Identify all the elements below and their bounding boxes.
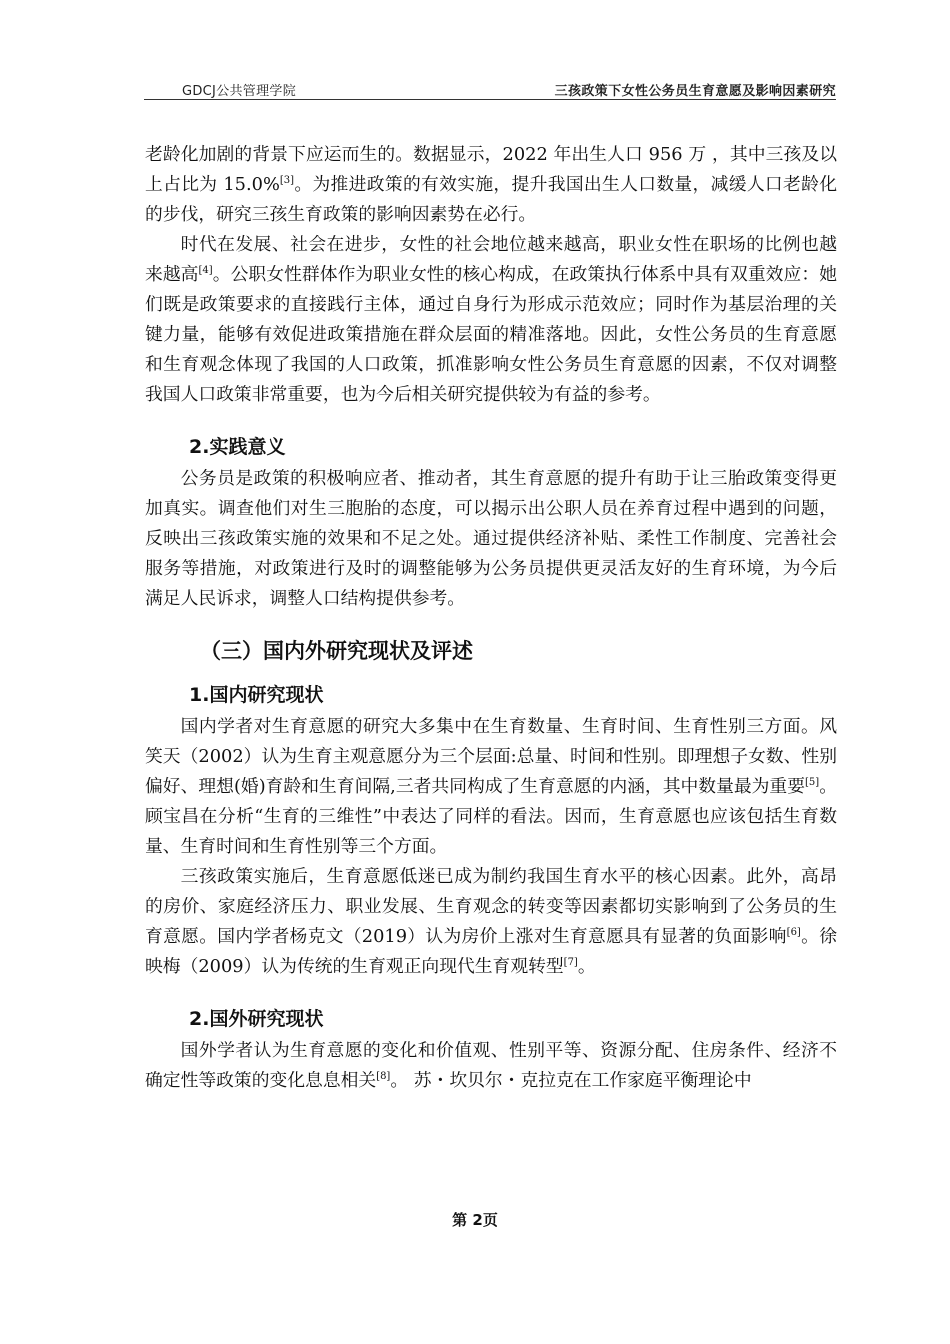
heading-research-status: （三）国内外研究现状及评述 (200, 639, 473, 663)
citation: [3] (279, 175, 295, 187)
citation: [6] (786, 927, 801, 939)
heading-practical-significance: 2.实践意义 (189, 436, 286, 458)
page-body (145, 140, 837, 1096)
citation: [4] (198, 265, 213, 277)
paragraph-practical-significance: 公务员是政策的积极响应者、推动者，其生育意愿的提升有助于让三胎政策变得更加真实。调查他们对生三胞胎的态度，可以揭示出公职人员在养育过程中遇到的问题，反映出三孩政策实施的效果和不足之处。通过提供经济补贴、柔性工作制度、完善社会服务等措施，对政策进行及时的调整能够为公务员提供更灵活友好的生育环境，为今后满足人民诉求，调整人口结构提供参考。 (145, 468, 837, 609)
citation: [8] (376, 1071, 391, 1083)
header-right-title: 三孩政策下女性公务员生育意愿及影响因素研究 (554, 84, 836, 99)
paragraph-background-continued: 老龄化加剧的背景下应运而生的。数据显示，2022 年出生人口 956 万 ，其中三孩及以上占比为 15.0%[3]。为推进政策的有效实施，提升我国出生人口数量，减缓人口老龄化的步伐，研究三孩生育政策的影响因素势在必行。 (145, 144, 837, 225)
heading-domestic-research: 1.国内研究现状 (189, 684, 324, 706)
page-number: 第 2页 (452, 1211, 498, 1229)
citation: [7] (563, 957, 578, 969)
header-left-title: GDCJ公共管理学院 (182, 84, 296, 99)
paragraph-women-status: 时代在发展、社会在进步，女性的社会地位越来越高，职业女性在职场的比例也越来越高[4]。公职女性群体作为职业女性的核心构成，在政策执行体系中具有双重效应：她们既是政策要求的直接践行主体，通过自身行为形成示范效应；同时作为基层治理的关键力量，能够有效促进政策措施在群众层面的精准落地。因此，女性公务员的生育意愿和生育观念体现了我国的人口政策，抓准影响女性公务员生育意愿的因素，不仅对调整我国人口政策非常重要，也为今后相关研究提供较为有益的参考。 (145, 234, 837, 405)
header-divider (144, 99, 836, 100)
citation: [5] (805, 777, 820, 789)
paragraph-foreign-research: 国外学者认为生育意愿的变化和价值观、性别平等、资源分配、住房条件、经济不确定性等政策的变化息息相关[8]。 苏・坎贝尔・克拉克在工作家庭平衡理论中 (145, 1040, 837, 1091)
paragraph-domestic-research-2: 三孩政策实施后，生育意愿低迷已成为制约我国生育水平的核心因素。此外，高昂的房价、家庭经济压力、职业发展、生育观念的转变等因素都切实影响到了公务员的生育意愿。国内学者杨克文（2019）认为房价上涨对生育意愿具有显著的负面影响[6]。徐映梅（2009）认为传统的生育观正向现代生育观转型[7]。 (145, 866, 837, 977)
heading-foreign-research: 2.国外研究现状 (189, 1008, 324, 1030)
paragraph-domestic-research-1: 国内学者对生育意愿的研究大多集中在生育数量、生育时间、生育性别三方面。风笑天（2002）认为生育主观意愿分为三个层面:总量、时间和性别。即理想子女数、性别偏好、理想(婚)育龄和生育间隔,三者共同构成了生育意愿的内涵，其中数量最为重要[5]。顾宝昌在分析“生育的三维性”中表达了同样的看法。因而，生育意愿也应该包括生育数量、生育时间和生育性别等三个方面。 (145, 716, 837, 857)
